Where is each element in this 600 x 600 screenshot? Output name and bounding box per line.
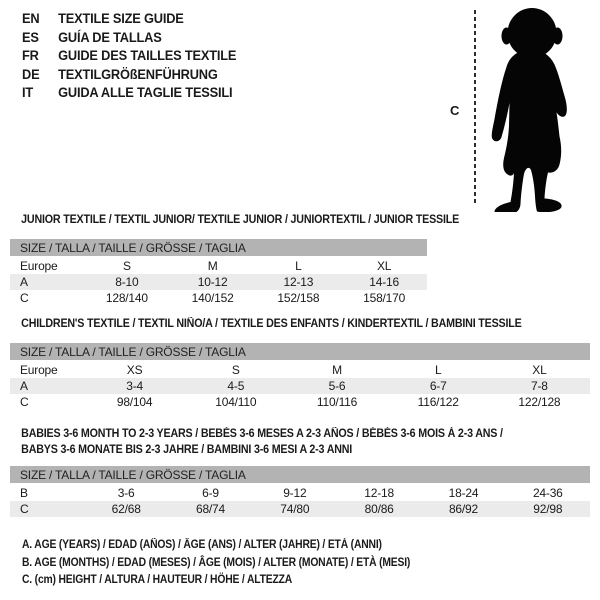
- value-cell: 140/152: [191, 291, 234, 305]
- table-row-age: [10, 378, 590, 394]
- value-cell: 8-10: [115, 275, 139, 289]
- section-babies-textile: [10, 427, 590, 517]
- language-title: TEXTILE SIZE GUIDE: [58, 11, 184, 26]
- language-title: GUIDE DES TAILLES TEXTILE: [58, 48, 237, 63]
- table-row-europe: [10, 258, 427, 274]
- language-row: [22, 10, 236, 29]
- value-cell: 110/116: [316, 395, 358, 409]
- value-cell: 68/74: [195, 502, 225, 516]
- footnote-age-years: A. AGE (YEARS) / EDAD (AÑOS) / ÂGE (ANS) / ALTER (JAHRE) / ETÀ (ANNI): [22, 539, 382, 551]
- section-junior-textile: [10, 213, 493, 306]
- junior-size-table: [10, 239, 427, 306]
- size-header-bar: SIZE / TALLA / TAILLE / GRÖSSE / TAGLIA: [10, 466, 590, 483]
- section-heading: BABIES 3-6 MONTH TO 2-3 YEARS / BEBÉS 3-6 MESES A 2-3 AÑOS / BÉBÉS 3-6 MOIS À 2-3 ANS / BABYS 3-6 MONATE BIS 2-3 JAHRE / BAMBINI 3-6 MESI A 2-3 ANNI: [21, 428, 503, 456]
- footnote-legend: [22, 537, 410, 590]
- size-header-bar: SIZE / TALLA / TAILLE / GRÖSSE / TAGLIA: [10, 343, 590, 360]
- value-cell: 6-7: [429, 379, 447, 393]
- language-code: EN: [22, 11, 40, 26]
- table-row-height: [10, 290, 427, 306]
- size-cell: S: [231, 363, 240, 377]
- footnote-age-months: B. AGE (MONTHS) / EDAD (MESES) / ÂGE (MOIS) / ALTER (MONATE) / ETÀ (MESI): [22, 556, 411, 569]
- language-code: DE: [22, 66, 40, 82]
- table-row-age-months: [10, 485, 590, 501]
- table-row-height: [10, 501, 590, 517]
- section-childrens-textile: [10, 317, 590, 410]
- value-cell: 3-6: [117, 486, 135, 500]
- height-measure-label: C: [450, 103, 460, 118]
- row-label: A: [20, 275, 28, 289]
- children-size-table: [10, 343, 590, 410]
- language-row: [22, 47, 236, 66]
- language-title: GUIDA ALLE TAGLIE TESSILI: [58, 85, 233, 100]
- footnote-height-cm: C. (cm) HEIGHT / ALTURA / HAUTEUR / HÖHE / ALTEZZA: [22, 574, 293, 586]
- value-cell: 5-6: [328, 379, 346, 393]
- language-row: [22, 29, 236, 48]
- table-row-height: [10, 394, 590, 410]
- size-cell: S: [122, 259, 131, 273]
- value-cell: 18-24: [448, 486, 479, 500]
- toddler-silhouette-icon: [479, 6, 579, 212]
- row-label: C: [20, 502, 29, 516]
- table-row-age: [10, 274, 427, 290]
- value-cell: 14-16: [369, 275, 399, 289]
- language-row: [22, 66, 236, 85]
- value-cell: 158/170: [363, 291, 406, 305]
- table-row-europe: [10, 362, 590, 378]
- row-label: Europe: [20, 259, 58, 273]
- value-cell: 92/98: [533, 502, 563, 516]
- value-cell: 104/110: [215, 395, 257, 409]
- value-cell: 12-18: [364, 486, 394, 500]
- value-cell: 80/86: [364, 502, 394, 516]
- value-cell: 4-5: [227, 379, 245, 393]
- language-title: GUÍA DE TALLAS: [58, 29, 162, 45]
- value-cell: 12-13: [283, 275, 314, 289]
- language-row: [22, 84, 236, 103]
- value-cell: 74/80: [280, 502, 310, 516]
- section-heading: CHILDREN'S TEXTILE / TEXTIL NIÑO/A / TEXTILE DES ENFANTS / KINDERTEXTIL / BAMBINI TESSILE: [21, 318, 522, 330]
- value-cell: 6-9: [202, 486, 219, 500]
- value-cell: 7-8: [531, 379, 548, 393]
- language-title: TEXTILGRÖßENFÜHRUNG: [58, 66, 218, 82]
- size-cell: M: [207, 259, 218, 273]
- size-cell: L: [295, 259, 302, 273]
- size-cell: XL: [532, 363, 547, 377]
- value-cell: 10-12: [197, 275, 228, 289]
- value-cell: 116/122: [417, 395, 459, 409]
- value-cell: 128/140: [105, 291, 148, 305]
- value-cell: 122/128: [518, 395, 561, 409]
- row-label: B: [20, 486, 28, 500]
- language-code: FR: [22, 48, 39, 63]
- size-cell: M: [332, 363, 342, 377]
- section-heading: JUNIOR TEXTILE / TEXTIL JUNIOR/ TEXTILE JUNIOR / JUNIORTEXTIL / JUNIOR TESSILE: [21, 214, 460, 226]
- babies-size-table: [10, 466, 590, 517]
- value-cell: 152/158: [277, 291, 320, 305]
- row-label: A: [20, 379, 28, 393]
- size-cell: XS: [126, 363, 143, 377]
- value-cell: 9-12: [283, 486, 307, 500]
- language-code: ES: [22, 29, 39, 45]
- size-cell: L: [434, 363, 442, 377]
- value-cell: 62/68: [111, 502, 141, 516]
- row-label: C: [20, 291, 29, 305]
- size-header-bar: SIZE / TALLA / TAILLE / GRÖSSE / TAGLIA: [10, 239, 427, 256]
- value-cell: 24-36: [532, 486, 563, 500]
- value-cell: 86/92: [448, 502, 478, 516]
- row-label: C: [20, 395, 29, 409]
- value-cell: 98/104: [116, 395, 153, 409]
- size-cell: XL: [376, 259, 392, 273]
- value-cell: 3-4: [126, 379, 143, 393]
- height-measure-dashed-line: [474, 10, 476, 206]
- language-title-list: [22, 10, 236, 103]
- language-code: IT: [22, 85, 34, 100]
- row-label: Europe: [20, 363, 58, 377]
